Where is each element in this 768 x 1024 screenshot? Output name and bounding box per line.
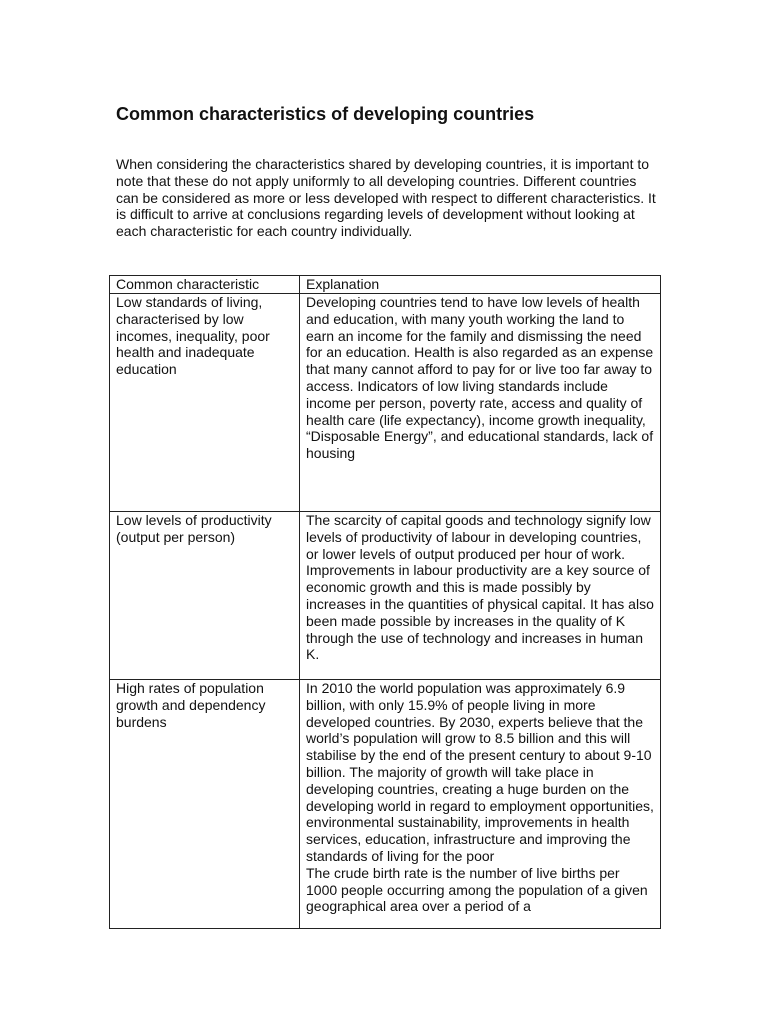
- characteristic-cell: High rates of population growth and dependency burdens: [110, 680, 300, 929]
- table-header-row: [110, 276, 661, 294]
- explanation-cell: Developing countries tend to have low levels of health and education, with many youth working the land to earn an income for the family and dismissing the need for an education. Health is also regarded as an expense that many cannot afford to pay for or live too far away to access. Indicators of low living standards include income per person, poverty rate, access and quality of health care (life expectancy), income growth inequality, “Disposable Energy”, and educational standards, lack of housing: [300, 294, 661, 512]
- characteristic-cell: Low standards of living, characterised by low incomes, inequality, poor health and inadequate education: [110, 294, 300, 512]
- table-row: [110, 294, 661, 512]
- characteristics-table: [109, 275, 661, 929]
- header-explanation: Explanation: [300, 276, 661, 294]
- header-characteristic: Common characteristic: [110, 276, 300, 294]
- page-title: Common characteristics of developing countries: [116, 104, 535, 124]
- document-page: [116, 101, 661, 127]
- explanation-cell: The scarcity of capital goods and technology signify low levels of productivity of labour in developing countries, or lower levels of output produced per hour of work. Improvements in labour productivity are a key source of economic growth and this is made possibly by increases in the quantities of physical capital. It has also been made possible by increases in the quality of K through the use of technology and increases in human K.: [300, 512, 661, 680]
- explanation-paragraph: The crude birth rate is the number of live births per 1000 people occurring among the population of a given geographical area over a period of a: [306, 864, 648, 915]
- intro-paragraph: When considering the characteristics shared by developing countries, it is important to note that these do not apply uniformly to all developing countries. Different countries can be considered as more or less developed with respect to different characteristics. It is difficult to arrive at conclusions regarding levels of development without looking at each characteristic for each country individually.: [116, 156, 656, 240]
- table-row: [110, 680, 661, 929]
- characteristic-cell: Low levels of productivity (output per person): [110, 512, 300, 680]
- explanation-paragraph: In 2010 the world population was approximately 6.9 billion, with only 15.9% of people living in more developed countries. By 2030, experts believe that the world’s population will grow to 8.5 billion and this will stabilise by the end of the present century to about 9-10 billion. The majority of growth will take place in developing countries, creating a huge burden on the developing world in regard to employment opportunities, environmental sustainability, improvements in health services, education, infrastructure and improving the standards of living for the poor: [306, 680, 654, 864]
- table-row: [110, 512, 661, 680]
- explanation-cell: [300, 680, 661, 929]
